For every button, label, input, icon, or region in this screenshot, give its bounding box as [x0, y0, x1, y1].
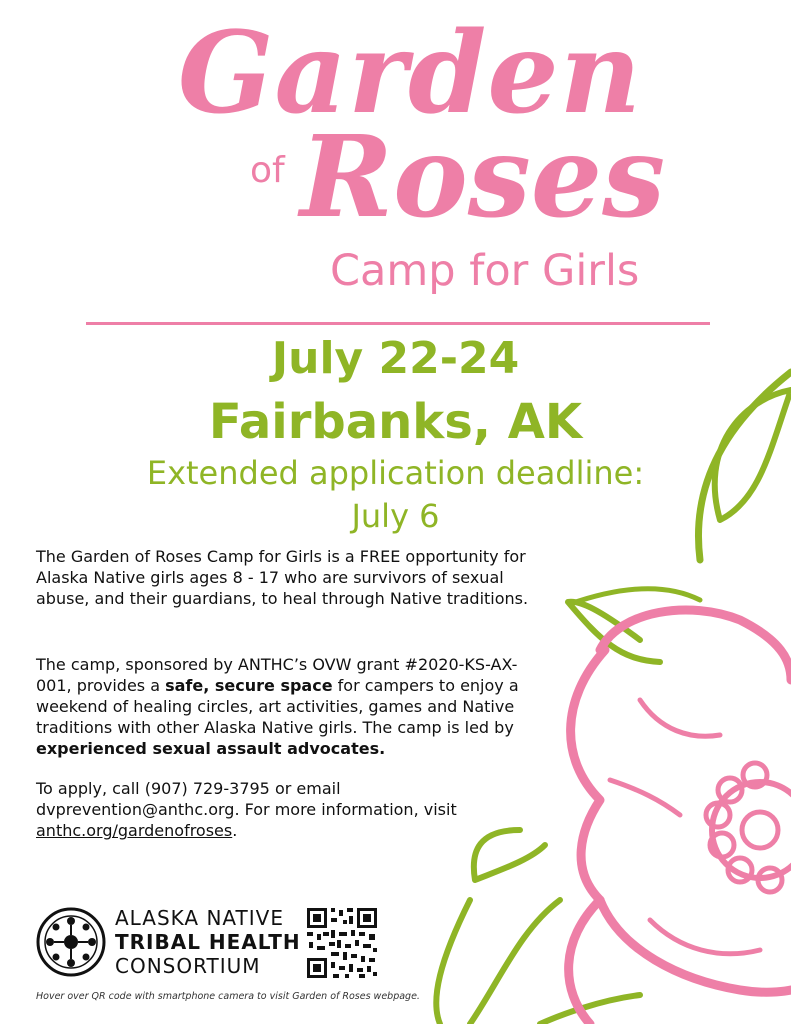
sponsor-text-2: for campers to enjoy a weekend of healing circles, art activities, games and Native traditions with other Alaska Native girls. The camp is led by: [36, 676, 519, 737]
title-roses: Roses: [300, 112, 666, 243]
apply-period: .: [232, 821, 238, 840]
apply-paragraph: [36, 778, 536, 841]
org-line-2: TRIBAL HEALTH: [115, 930, 301, 954]
intro-paragraph: The Garden of Roses Camp for Girls is a FREE opportunity for Alaska Native girls ages 8 - 17 who are survivors of sexual abuse, and their guardians, to heal through Native traditions.: [36, 547, 529, 608]
divider: [86, 322, 710, 325]
sponsor-text-1: The camp, sponsored by ANTHC’s OVW grant #2020-KS-AX-001, provides a: [36, 655, 518, 695]
qr-caption: Hover over QR code with smartphone camera to visit Garden of Roses webpage.: [36, 991, 420, 1002]
sponsor-paragraph: [36, 654, 536, 759]
sponsor-emphasis-1: safe, secure space: [165, 676, 333, 695]
title-of: of: [250, 150, 285, 191]
title-garden: Garden: [177, 8, 643, 139]
org-name: [115, 906, 301, 978]
subtitle: Camp for Girls: [330, 246, 640, 296]
apply-text: To apply, call (907) 729-3795 or email dvprevention@anthc.org. For more information, visit: [36, 779, 457, 819]
website-link[interactable]: anthc.org/gardenofroses: [36, 821, 233, 840]
anthc-emblem-icon: [36, 907, 106, 977]
deadline-label: Extended application deadline:: [146, 454, 645, 492]
event-location: Fairbanks, AK: [208, 394, 583, 450]
org-line-1: ALASKA NATIVE: [115, 906, 284, 930]
qr-code-icon[interactable]: [305, 906, 379, 980]
sponsor-emphasis-2: experienced sexual assault advocates.: [36, 739, 386, 758]
deadline-date: July 6: [351, 497, 440, 535]
event-date: July 22-24: [271, 333, 520, 384]
org-line-3: CONSORTIUM: [115, 954, 261, 978]
